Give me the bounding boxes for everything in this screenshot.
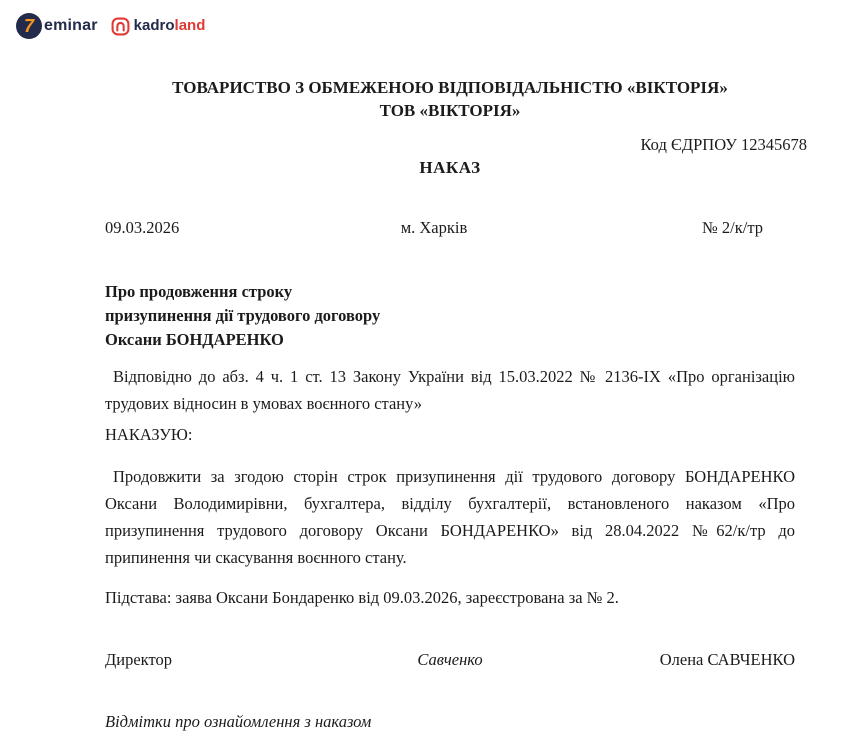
preamble-paragraph: Відповідно до абз. 4 ч. 1 ст. 13 Закону України від 15.03.2022 № 2136-IX «Про організацію трудових відносин в умовах воєнного стану» — [105, 367, 795, 413]
signatory-full-name: Олена САВЧЕНКО — [659, 650, 795, 669]
order-number: № 2/к/тр — [702, 218, 763, 237]
order-body-paragraph: Продовжити за згодою сторін строк призупинення дії трудового договору БОНДАРЕНКО Оксани Володимирівни, бухгалтера, відділу бухгалтерії, встановленого наказом «Про призупинення трудового договору Оксани БОНДАРЕНКО» від 28.04.2022 №62/к/тр до припинення чи скасування воєнного стану. — [105, 467, 795, 567]
order-subject-block — [105, 280, 795, 352]
kadroland-logo — [111, 17, 206, 36]
seminar-logo — [16, 13, 98, 39]
document-type-title: НАКАЗ — [419, 158, 481, 177]
acknowledgement-note: Відмітки про ознайомлення з наказом — [105, 712, 372, 731]
kadroland-text-dark: kadro — [133, 17, 175, 34]
seminar-7-icon: 7 — [16, 13, 42, 39]
seminar-logo-text: eminar — [44, 17, 98, 34]
order-keyword: НАКАЗУЮ: — [105, 425, 193, 444]
company-name-block — [105, 76, 795, 122]
date-city-number-row — [105, 218, 795, 238]
company-short-name: ТОВ «ВІКТОРІЯ» — [379, 101, 521, 120]
subject-line: призупинення дії трудового договору — [105, 306, 381, 325]
order-document — [0, 76, 853, 732]
subject-line: Оксани БОНДАРЕНКО — [105, 330, 284, 349]
kadroland-text-red: land — [174, 17, 206, 34]
subject-line: Про продовження строку — [105, 282, 293, 301]
signatory-position: Директор — [105, 650, 172, 669]
edrpou-code: Код ЄДРПОУ 12345678 — [640, 135, 807, 154]
basis-line: Підстава: заява Оксани Бондаренко від 09.03.2026, зареєстрована за № 2. — [105, 588, 619, 607]
kadroland-logo-text — [134, 17, 206, 35]
order-city: м. Харків — [400, 218, 468, 237]
kadroland-arch-icon — [111, 17, 130, 36]
header-logos — [0, 0, 853, 40]
company-full-name: ТОВАРИСТВО З ОБМЕЖЕНОЮ ВІДПОВІДАЛЬНІСТЮ «ВІКТОРІЯ» — [172, 78, 728, 97]
order-date: 09.03.2026 — [105, 218, 180, 237]
signature-row — [105, 650, 795, 670]
signature-facsimile: Савченко — [417, 650, 483, 669]
